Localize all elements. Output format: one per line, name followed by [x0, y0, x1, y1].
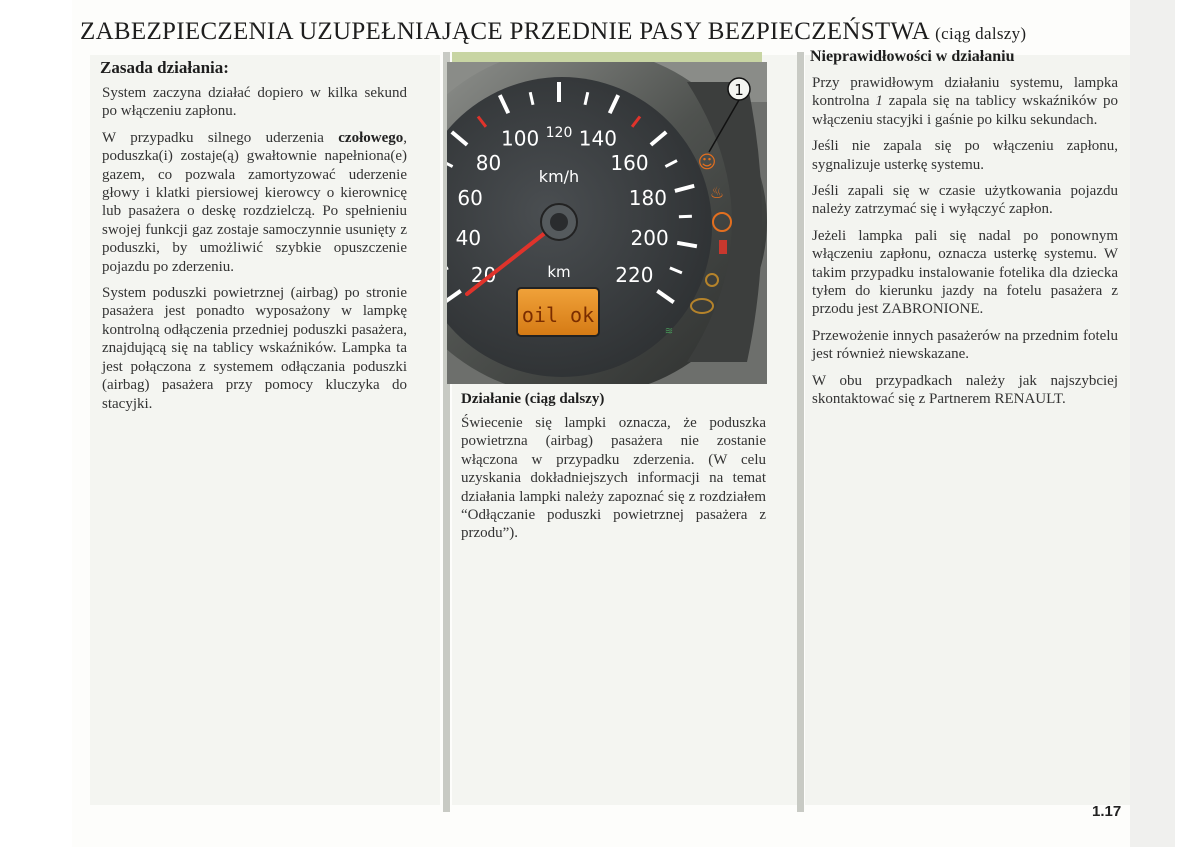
tick-label: 20 — [470, 262, 497, 287]
tick-label: 220 — [615, 262, 654, 287]
tick-label: 80 — [475, 150, 502, 175]
airbag-warning-icon: ☺ — [697, 152, 717, 173]
principle-heading: Zasada działania: — [100, 58, 229, 77]
speed-unit: km/h — [538, 167, 580, 186]
title-continued: (ciąg dalszy) — [935, 24, 1027, 43]
tick-label: 160 — [610, 150, 649, 175]
green-header-bar — [452, 52, 762, 62]
tick-label: 120 — [545, 125, 573, 141]
paragraph: Jeśli nie zapala się po włączeniu zapłonu, sygnalizuje usterkę systemu. — [812, 138, 1118, 173]
right-column-text — [812, 74, 1118, 417]
instrument-cluster-illustration — [447, 62, 767, 384]
paragraph: Przewożenie innych pasażerów na przednim fotelu jest również niewskazane. — [812, 327, 1118, 363]
operation-heading: Działanie (ciąg dalszy) — [461, 391, 605, 407]
middle-column-text — [461, 414, 766, 551]
odometer-unit: km — [547, 263, 571, 281]
paragraph: Przy prawidłowym działaniu systemu, lampka kontrolna 1 zapala się na tablicy wskaźników po włączeniu stacyjki i gaśnie po kilku sekundach. — [812, 75, 1119, 128]
page-title — [80, 18, 1140, 46]
malfunction-heading: Nieprawidłowości w działaniu — [810, 48, 1015, 65]
speedometer-image — [447, 62, 767, 384]
paragraph: System poduszki powietrznej (airbag) po stronie pasażera jest ponadto wyposażony w lampkę kontrolną odłączenia przedniej poduszki pasażera, znajdującą się na tablicy wskaźników. Lampka ta jest połączona z systemem odłączania poduszki (airbag) pasażera przy pomocy kluczyka do stacyjki. — [102, 285, 407, 412]
needle-hub-center — [550, 213, 568, 231]
fuel-warning-icon — [719, 240, 727, 254]
page-edge — [1130, 0, 1175, 847]
paragraph: Jeżeli lampka pali się nadal po ponownym włączeniu zapłonu, oznacza usterkę systemu. W takim przypadku instalowanie fotelika dla dziecka tyłem do kierunku jazdy na fotelu pasażera z przodu jest ZABRONIONE. — [812, 227, 1118, 318]
tick-label: 180 — [628, 186, 667, 211]
callout-number: 1 — [734, 81, 744, 99]
paragraph: System zaczyna działać dopiero w kilka sekund po włączeniu zapłonu. — [102, 85, 407, 120]
page-number: 1.17 — [1092, 803, 1122, 820]
oil-warning-icon: ♨ — [709, 183, 725, 202]
paragraph: Jeśli zapali się w czasie użytkowania pojazdu należy zatrzymać się i wyłączyć zapłon. — [812, 183, 1118, 218]
tick-label: 140 — [578, 126, 617, 151]
cruise-indicator-icon: ≋ — [664, 326, 674, 337]
column-divider — [797, 52, 804, 812]
title-main: ZABEZPIECZENIA UZUPEŁNIAJĄCE PRZEDNIE PASY BEZPIECZEŃSTWA — [80, 18, 929, 45]
tick-label: 100 — [501, 126, 540, 151]
paragraph: Świecenie się lampki oznacza, że poduszka powietrzna (airbag) pasażera nie zostanie włączona w przypadku zderzenia. (W celu uzyskania dokładniejszych informacji na temat działania lampki należy zapoznać się z rozdziałem “Odłączanie poduszki powietrznej pasażera z przodu”). — [461, 415, 766, 542]
paragraph: W przypadku silnego uderzenia czołowego, poduszka(i) zostaje(ą) gwałtownie napełniona(e) gazem, co pozwala zamortyzować uderzenie głowy i klatki piersiowej kierowcy o kierownicę lub pasażera o deskę rozdzielczą. Po spełnieniu swojej funkcji gaz zostaje samoczynnie usunięty z poduszki, by umożliwić szybkie opuszczenie pojazdu po zderzeniu. — [102, 129, 407, 275]
tick-label: 40 — [455, 226, 482, 250]
display-text: oil ok — [521, 303, 595, 327]
tick-label: 60 — [457, 186, 483, 211]
tick-mark — [679, 216, 692, 217]
paragraph: W obu przypadkach należy jak najszybciej skontaktować się z Partnerem RENAULT. — [812, 372, 1118, 408]
left-column-text — [102, 84, 407, 421]
tick-label: 200 — [630, 226, 669, 250]
